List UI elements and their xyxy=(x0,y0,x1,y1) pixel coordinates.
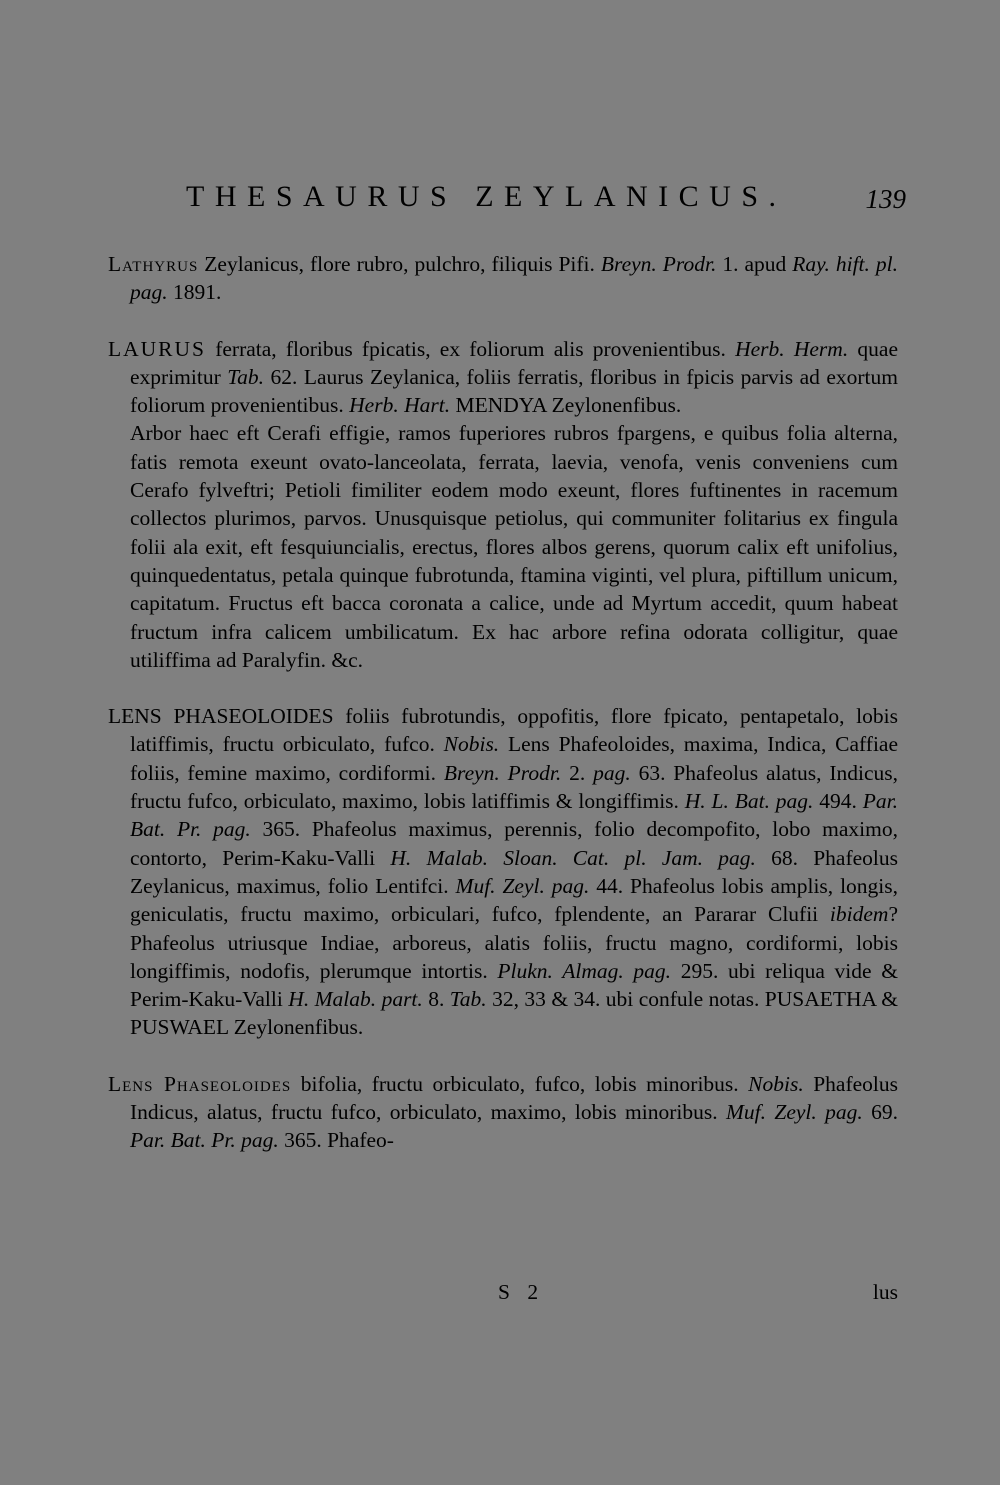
citation-italic: ibidem xyxy=(829,902,889,927)
entry-description: Arbor haec eft Cerafi effigie, ramos fuperiores rubros fpargens, e quibus folia alterna, fatis remota exeunt ovato-lanceolata, ferrata, laevia, venofa, venis conveniens cum Cerafo fylveftri; Petioli fimiliter eodem modo exeunt, flores fuftinentes in racemum collectos plurimos, parvos. Unusquisque petiolus, qui communiter folitarius ex fingula folii ala exit, eft fesquiuncialis, erectus, flores albos gerens, quorum calix eft unifolius, quinquedentatus, petala quinque fubrotunda, ftamina viginti, vel plura, piftillum unicum, capitatum. Fructus eft bacca coronata a calice, unde ad Myrtum accedit, quum habeat fructum infra calicem umbilicatum. Ex hac arbore refina odorata colligitur, quae utiliffima ad Paralyfin. &c. xyxy=(130,421,898,672)
catchword: lus xyxy=(872,1280,898,1304)
text-segment: ferrata, floribus fpicatis, ex foliorum alis provenientibus. xyxy=(206,336,736,361)
text-segment: 63. Phafeolus alatus, Indicus, fructu fufco, orbiculato, maximo, lobis latiffimis & longiffimis. xyxy=(130,760,899,814)
text-segment: 295. ubi reliqua vide & Perim-Kaku-Valli xyxy=(130,958,898,1012)
text-segment: foliis fubrotundis, oppofitis, flore fpicato, pentapetalo, lobis latiffimis, fructu orbiculato, fufco. xyxy=(130,704,898,757)
citation-italic: Nobis. xyxy=(443,732,500,757)
signature-mark: S 2 xyxy=(498,1280,545,1304)
page-header xyxy=(186,172,906,220)
citation-italic: H. Malab. part. xyxy=(288,987,423,1012)
text-segment: 44. Phafeolus lobis amplis, longis, geniculatis, fructu maximo, orbiculari, fufco, fplendente, an Pararar Clufii xyxy=(130,873,899,927)
citation-italic: Tab. xyxy=(449,987,487,1012)
page-footer xyxy=(108,1280,898,1314)
text-segment: 68. Phafeolus Zeylanicus, maximus, folio Lentifci. xyxy=(130,845,898,898)
text-segment: 494. xyxy=(813,789,863,814)
page-number: 139 xyxy=(865,184,906,214)
text-segment: 1891. xyxy=(167,280,222,305)
text-segment: quae exprimitur xyxy=(130,336,898,389)
entry-text xyxy=(130,252,898,304)
entry-lead-term: Lens Phaseoloides xyxy=(108,1071,292,1096)
citation-italic: Herb. Hart. xyxy=(349,393,451,418)
entry-laurus xyxy=(108,335,898,675)
entry-lens-phaseoloides xyxy=(108,702,898,1042)
citation-italic: Muf. Zeyl. pag. xyxy=(725,1100,863,1125)
entry-lens-phaseoloides-bifolia xyxy=(108,1070,898,1155)
text-segment: Phafeolus Indicus, alatus, fructu fufco, orbiculato, maximo, lobis minoribus. xyxy=(130,1071,898,1125)
text-segment: 32, 33 & 34. ubi confule notas. PUSAETHA & PUSWAEL Zeylonenfibus. xyxy=(130,987,899,1040)
text-segment: 365. Phafeolus maximus, perennis, folio decompofito, lobo maximo, contorto, Perim-Kaku-Valli xyxy=(130,817,898,870)
text-segment: MENDYA Zeylonenfibus. xyxy=(450,393,682,418)
text-segment: 69. xyxy=(862,1100,898,1125)
citation-italic: pag. xyxy=(593,760,631,785)
entry-text xyxy=(130,704,898,1039)
text-segment: Lens Phafeoloides, maxima, Indica, Caffiae foliis, femine maximo, cordiformi. xyxy=(130,732,899,785)
citation-italic: Nobis. xyxy=(748,1071,804,1096)
text-segment: 8. xyxy=(422,987,450,1012)
entry-lead-term: Lathyrus xyxy=(108,252,199,276)
citation-italic: Par. Bat. Pr. pag. xyxy=(130,789,899,842)
citation-italic: Ray. hift. pl. pag. xyxy=(130,252,898,305)
citation-italic: Herb. Herm. xyxy=(735,336,849,361)
citation-italic: Breyn. Prodr. xyxy=(600,252,717,276)
text-segment: bifolia, fructu orbiculato, fufco, lobis minoribus. xyxy=(291,1071,749,1096)
citation-italic: H. Malab. Sloan. Cat. pl. Jam. pag. xyxy=(390,845,756,870)
entry-lead-term: LAURUS xyxy=(108,336,207,361)
citation-italic: Breyn. Prodr. xyxy=(443,760,562,785)
citation-italic: Par. Bat. Pr. pag. xyxy=(130,1128,279,1153)
page-body xyxy=(108,250,898,1155)
text-segment: 365. Phafeo- xyxy=(278,1128,394,1153)
entry-text xyxy=(130,337,898,418)
text-segment: 62. Laurus Zeylanica, foliis ferratis, floribus in fpicis parvis ad exortum foliorum provenientibus. xyxy=(130,364,898,418)
citation-italic: Muf. Zeyl. pag. xyxy=(455,873,590,898)
citation-italic: Plukn. Almag. pag. xyxy=(497,958,672,983)
text-segment: 1. apud xyxy=(716,252,793,276)
text-segment: 2. xyxy=(561,760,594,785)
text-segment: Zeylanicus, flore rubro, pulchro, filiquis Pifi. xyxy=(198,252,601,276)
entry-lathyrus xyxy=(108,250,898,307)
entry-lead-term: LENS PHASEOLOIDES xyxy=(108,704,334,729)
citation-italic: Tab. xyxy=(227,364,265,389)
text-segment: ? Phafeolus utriusque Indiae, arboreus, alatis foliis, fructu magno, cordiformi, lobis longiffimis, nodofis, plerumque intortis. xyxy=(130,902,898,983)
citation-italic: H. L. Bat. pag. xyxy=(684,789,814,814)
running-head: THESAURUS ZEYLANICUS. xyxy=(186,180,787,213)
